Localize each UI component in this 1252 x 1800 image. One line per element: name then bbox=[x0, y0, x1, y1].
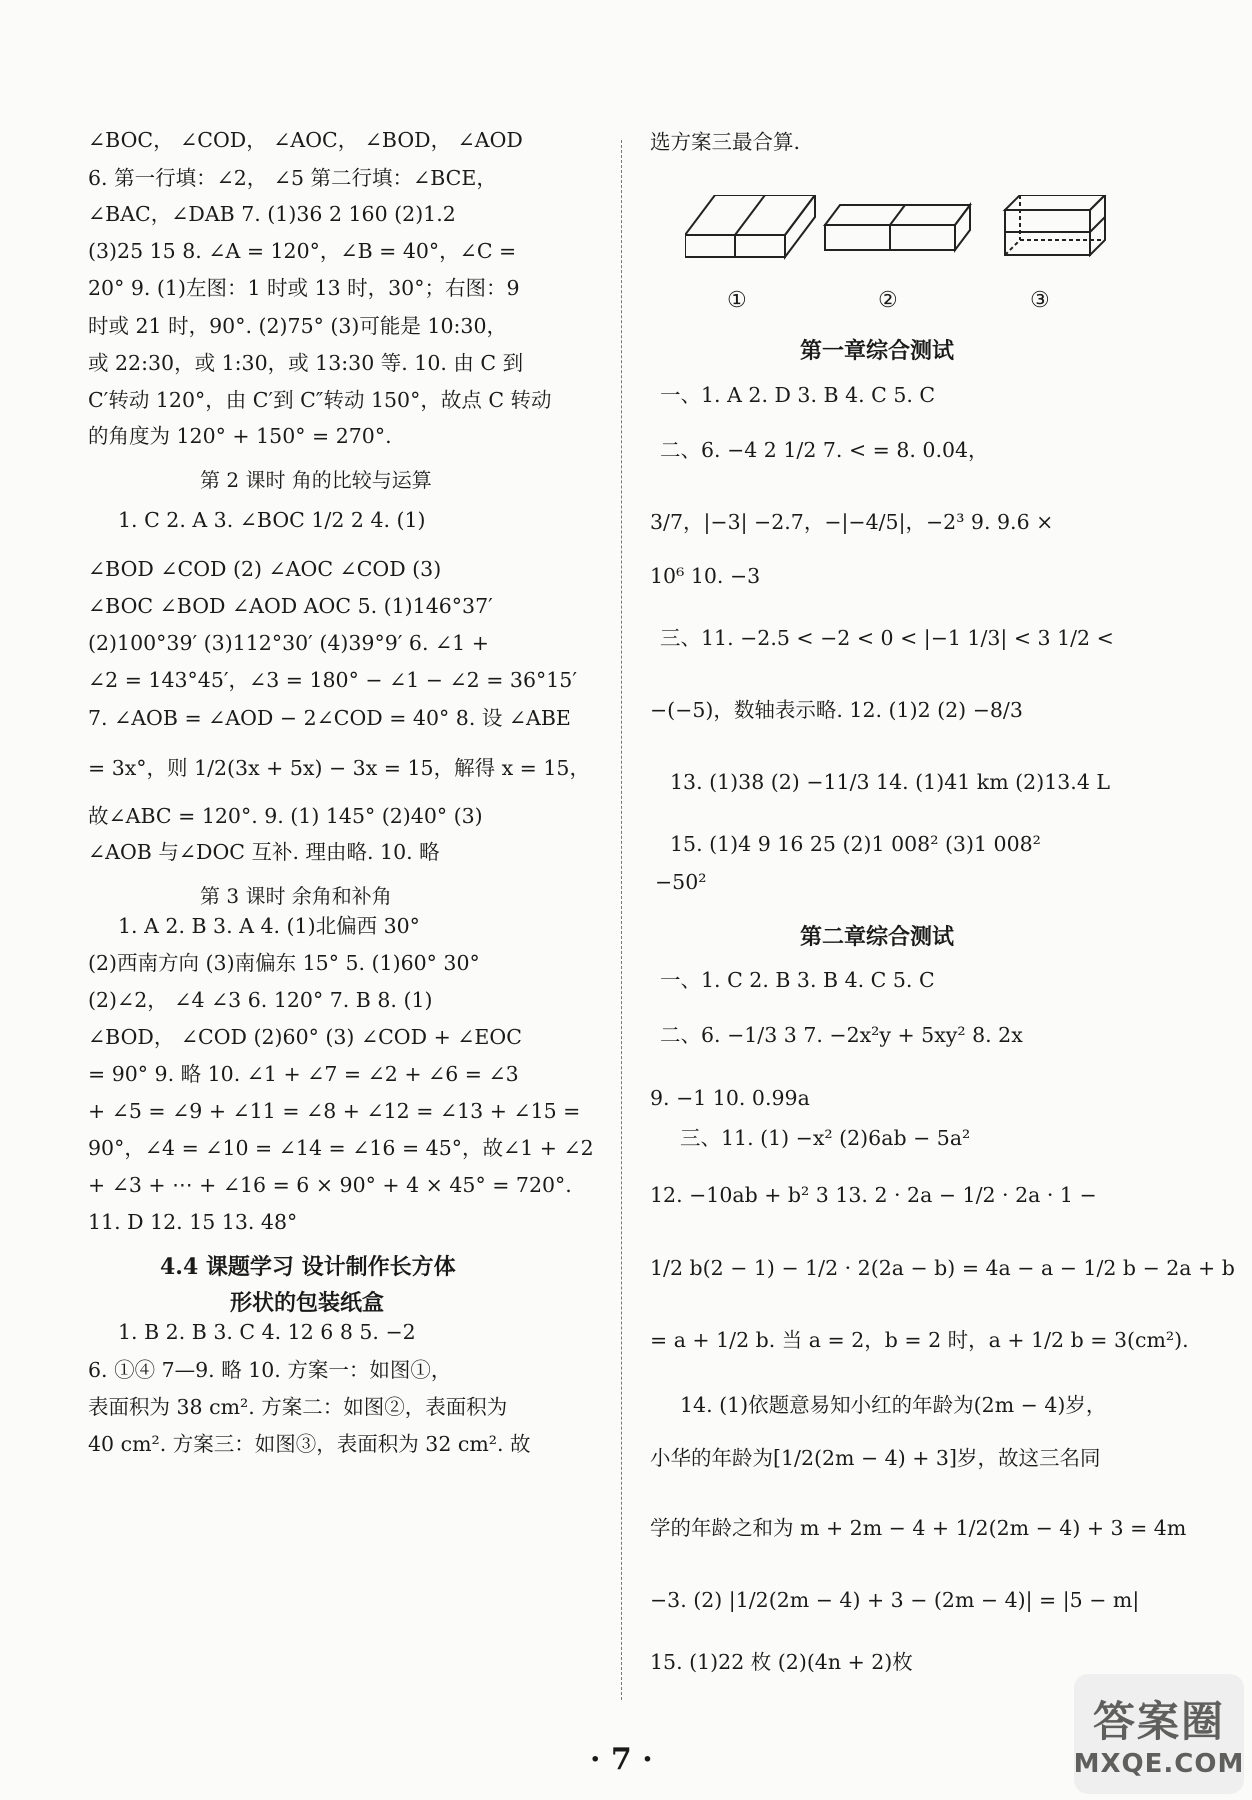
text-line: 二、6. −4 2 1/2 7. < = 8. 0.04， bbox=[660, 438, 989, 462]
text-line: 3/7，|−3| −2.7，−|−4/5|，−2³ 9. 9.6 × bbox=[650, 510, 1054, 534]
box-figure-1 bbox=[685, 195, 815, 257]
text-line: 1. A 2. B 3. A 4. (1)北偏西 30° bbox=[118, 914, 420, 938]
figure-label-1: ① bbox=[727, 288, 747, 313]
text-line: 二、6. −1/3 3 7. −2x²y + 5xy² 8. 2x bbox=[660, 1023, 1023, 1047]
text-line: 的角度为 120° + 150° = 270°. bbox=[88, 424, 392, 448]
text-line: 12. −10ab + b² 3 13. 2 · 2a − 1/2 · 2a · 1 − bbox=[650, 1183, 1097, 1207]
text-line: −3. (2) |1/2(2m − 4) + 3 − (2m − 4)| = |5 − m| bbox=[650, 1588, 1140, 1612]
text-line: 15. (1)4 9 16 25 (2)1 008² (3)1 008² bbox=[670, 832, 1041, 856]
text-line: 学的年龄之和为 m + 2m − 4 + 1/2(2m − 4) + 3 = 4m bbox=[650, 1516, 1187, 1540]
text-line: C′转动 120°，由 C′到 C″转动 150°，故点 C 转动 bbox=[88, 388, 552, 412]
text-line: 90°，∠4 = ∠10 = ∠14 = ∠16 = 45°，故∠1 + ∠2 bbox=[88, 1136, 594, 1160]
text-line: ∠BOC ∠BOD ∠AOD AOC 5. (1)146°37′ bbox=[88, 594, 493, 618]
text-line: 一、1. C 2. B 3. B 4. C 5. C bbox=[660, 968, 935, 992]
text-line: (2)100°39′ (3)112°30′ (4)39°9′ 6. ∠1 + bbox=[88, 631, 489, 655]
text-line: 时或 21 时，90°. (2)75° (3)可能是 10:30， bbox=[88, 314, 508, 338]
text-line: 40 cm². 方案三：如图③，表面积为 32 cm². 故 bbox=[88, 1432, 531, 1456]
text-line: ∠BOD， ∠COD (2)60° (3) ∠COD + ∠EOC bbox=[88, 1025, 522, 1049]
text-line: 9. −1 10. 0.99a bbox=[650, 1086, 810, 1110]
text-line: 或 22:30，或 1:30，或 13:30 等. 10. 由 C 到 bbox=[88, 351, 524, 375]
figure-label-3: ③ bbox=[1030, 288, 1050, 313]
text-line: 15. (1)22 枚 (2)(4n + 2)枚 bbox=[650, 1650, 913, 1674]
text-line: 6. ①④ 7—9. 略 10. 方案一：如图①， bbox=[88, 1358, 452, 1382]
text-line: = a + 1/2 b. 当 a = 2，b = 2 时，a + 1/2 b = 3(cm²). bbox=[650, 1328, 1189, 1352]
watermark-logo bbox=[1074, 1674, 1244, 1794]
text-line: 选方案三最合算. bbox=[650, 130, 801, 154]
section-title: 4.4 课题学习 设计制作长方体 bbox=[160, 1254, 456, 1280]
watermark-text: 答案圈 bbox=[1092, 1697, 1225, 1746]
text-line: 13. (1)38 (2) −11/3 14. (1)41 km (2)13.4 L bbox=[670, 770, 1110, 794]
text-line: 三、11. (1) −x² (2)6ab − 5a² bbox=[680, 1126, 971, 1150]
text-line: −50² bbox=[655, 870, 707, 894]
page-number: · 7 · bbox=[590, 1742, 653, 1777]
section-title: 第 3 课时 余角和补角 bbox=[200, 884, 392, 908]
text-line: 1. C 2. A 3. ∠BOC 1/2 2 4. (1) bbox=[118, 508, 426, 532]
text-line: 三、11. −2.5 < −2 < 0 < |−1 1/3| < 3 1/2 < bbox=[660, 626, 1114, 650]
text-line: 一、1. A 2. D 3. B 4. C 5. C bbox=[660, 383, 936, 407]
text-line: 11. D 12. 15 13. 48° bbox=[88, 1210, 298, 1234]
text-line: + ∠5 = ∠9 + ∠11 = ∠8 + ∠12 = ∠13 + ∠15 = bbox=[88, 1099, 581, 1123]
text-line: = 90° 9. 略 10. ∠1 + ∠7 = ∠2 + ∠6 = ∠3 bbox=[88, 1062, 519, 1086]
watermark-url: MXQE.COM bbox=[1073, 1749, 1245, 1779]
text-line: ∠2 = 143°45′，∠3 = 180° − ∠1 − ∠2 = 36°15′ bbox=[88, 668, 577, 692]
text-line: 1/2 b(2 − 1) − 1/2 · 2(2a − b) = 4a − a − 1/2 b − 2a + b bbox=[650, 1256, 1235, 1280]
chapter2-title: 第二章综合测试 bbox=[800, 924, 955, 950]
text-line: 7. ∠AOB = ∠AOD − 2∠COD = 40° 8. 设 ∠ABE bbox=[88, 706, 571, 730]
box-figures bbox=[685, 195, 1165, 315]
text-line: 故∠ABC = 120°. 9. (1) 145° (2)40° (3) bbox=[88, 804, 483, 828]
box-figure-3 bbox=[1005, 195, 1105, 255]
text-line: 小华的年龄为[1/2(2m − 4) + 3]岁，故这三名同 bbox=[650, 1446, 1101, 1470]
column-divider bbox=[621, 140, 622, 1700]
text-line: ∠AOB 与∠DOC 互补. 理由略. 10. 略 bbox=[88, 840, 440, 864]
text-line: 1. B 2. B 3. C 4. 12 6 8 5. −2 bbox=[118, 1320, 416, 1344]
section-title: 第 2 课时 角的比较与运算 bbox=[200, 468, 432, 492]
text-line: 表面积为 38 cm². 方案二：如图②，表面积为 bbox=[88, 1395, 508, 1419]
text-line: (2)∠2， ∠4 ∠3 6. 120° 7. B 8. (1) bbox=[88, 988, 433, 1012]
text-line: ∠BAC，∠DAB 7. (1)36 2 160 (2)1.2 bbox=[88, 202, 456, 226]
text-line: 20° 9. (1)左图：1 时或 13 时，30°；右图：9 bbox=[88, 276, 520, 300]
box-figure-2 bbox=[825, 205, 970, 250]
text-line: −(−5)，数轴表示略. 12. (1)2 (2) −8/3 bbox=[650, 698, 1023, 722]
section-title: 形状的包装纸盒 bbox=[230, 1290, 385, 1316]
text-line: (3)25 15 8. ∠A = 120°，∠B = 40°，∠C = bbox=[88, 239, 517, 263]
text-line: = 3x°，则 1/2(3x + 5x) − 3x = 15，解得 x = 15， bbox=[88, 756, 590, 780]
text-line: 14. (1)依题意易知小红的年龄为(2m − 4)岁， bbox=[680, 1393, 1107, 1417]
chapter1-title: 第一章综合测试 bbox=[800, 338, 955, 364]
text-line: (2)西南方向 (3)南偏东 15° 5. (1)60° 30° bbox=[88, 951, 480, 975]
text-line: 10⁶ 10. −3 bbox=[650, 564, 761, 588]
text-line: ∠BOD ∠COD (2) ∠AOC ∠COD (3) bbox=[88, 557, 442, 581]
text-line: ∠BOC， ∠COD， ∠AOC， ∠BOD， ∠AOD bbox=[88, 128, 523, 152]
figure-label-2: ② bbox=[878, 288, 898, 313]
text-line: 6. 第一行填：∠2， ∠5 第二行填：∠BCE， bbox=[88, 166, 497, 190]
text-line: + ∠3 + ⋯ + ∠16 = 6 × 90° + 4 × 45° = 720°. bbox=[88, 1173, 572, 1197]
